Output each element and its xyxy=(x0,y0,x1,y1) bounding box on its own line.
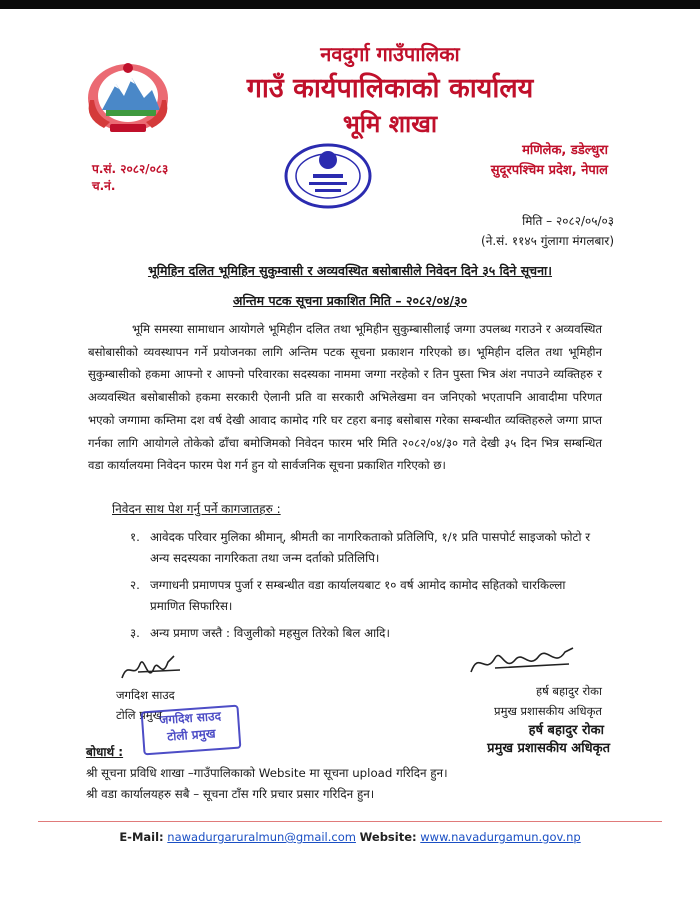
cc-line-1: श्री सूचना प्रविधि शाखा –गाउँपालिकाको Website मा सूचना upload गरिदिन हुन। xyxy=(86,766,448,780)
date-bs: मिति – २०८२/०५/०३ xyxy=(522,214,614,228)
right-signatory-name: हर्ष बहादुर रोका xyxy=(535,684,602,698)
right-signature-icon xyxy=(465,642,580,682)
website-link[interactable]: www.navadurgamun.gov.np xyxy=(420,830,581,844)
list-item xyxy=(112,527,602,569)
nepal-emblem-icon xyxy=(80,56,176,136)
office-name: गाउँ कार्यपालिकाको कार्यालय xyxy=(246,73,534,104)
notice-subject-text: भूमिहिन दलित भूमिहिन सुकुम्वासी र अव्यवस्थित बसोबासीले निवेदन दिने ३५ दिने सूचना। xyxy=(147,263,553,278)
address-line-2: सुदूरपश्चिम प्रदेश, नेपाल xyxy=(490,163,608,178)
cc-title: बोधार्थ : xyxy=(86,745,124,759)
notice-body: भूमि समस्या सामाधान आयोगले भूमिहीन दलित तथा भूमिहीन सुकुम्बासीलाई जग्गा उपलब्ध गराउने र अव्यवस्थित बसोबासीको व्यवस्थापन गर्ने प्रयोजनका लागि अन्तिम पटक सूचना प्रकाशन गरिएको छ। भूमिहीन दलित तथा भूमिहीन सुकुम्बासीको हकमा आफ्नो र आफ्नो परिवारका सदस्यका नाममा जग्गा नरहेको र तिन पुस्ता भित्र अंश नपाउने व्यक्तिहरु र अव्यवस्थित बसोबासीको हकमा सरकारी ऐलानी प्रति वा सरकारी अभिलेखमा वन जनिएको भएतापनि आवादीमा परिणत भएको जग्गामा कम्तिमा दश वर्ष देखी आवाद कामोद गरि घर टहरा बनाइ बसोबास गरेका सम्बन्धीत व्यक्तिहरुले जग्गा प्राप्त गर्नका लागि आयोगले तोकेको ढाँचा बमोजिमको निवेदन फारम भरि मिति २०८२/०४/३० गते देखी ३५ दिन भित्र सम्बन्धित वडा कार्यालयमा निवेदन फारम पेश गर्न हुन यो सार्वजनिक सूचना प्रकाशित गरिएको छ। xyxy=(88,322,603,473)
left-stamp-name: जगदिश साउद xyxy=(158,708,222,728)
left-stamp-title: टोली प्रमुख xyxy=(166,726,216,744)
list-item-number: १. xyxy=(130,530,140,544)
list-item-text: जग्गाधनी प्रमाणपत्र पुर्जा र सम्बन्धीत वडा कार्यालयबाट १० वर्ष आमोद कामोद सहितको चारकिल्ला प्रमाणित सिफारिस। xyxy=(150,578,566,613)
documents-list xyxy=(112,527,602,650)
dispatch-number: च.नं. xyxy=(92,179,116,193)
list-item xyxy=(112,623,602,644)
left-signatory-title: टोलि प्रमुख xyxy=(116,708,163,722)
date-nepal-sambat: (ने.सं. ११४५ गुंलागा मंगलबार) xyxy=(481,234,614,248)
section-name: भूमि शाखा xyxy=(342,109,438,138)
website-label: Website: xyxy=(359,830,417,844)
list-item-number: ३. xyxy=(130,626,140,640)
notice-subject xyxy=(0,262,700,279)
list-item-number: २. xyxy=(130,578,140,592)
documents-title: निवेदन साथ पेश गर्नु पर्ने कागजातहरु : xyxy=(112,502,281,516)
final-notice-date-text: अन्तिम पटक सूचना प्रकाशित मिति – २०८२/०४/३० xyxy=(232,293,468,308)
right-signatory-title: प्रमुख प्रशासकीय अधिकृत xyxy=(494,704,602,718)
final-notice-date xyxy=(0,292,700,309)
right-stamp-name: हर्ष बहादुर रोका xyxy=(528,723,604,738)
reference-number: प.सं. २०८२/०८३ xyxy=(92,162,169,176)
cc-line-2: श्री वडा कार्यालयहरु सबै – सूचना टाँस गरि प्रचार प्रसार गरिदिन हुन। xyxy=(86,787,375,801)
left-signature-icon xyxy=(118,650,188,688)
list-item-text: आवेदक परिवार मुलिका श्रीमान्, श्रीमती का नागरिकताको प्रतिलिपि, १/१ प्रति पासपोर्ट साइजको फोटो र अन्य सदस्यका नागरिकता तथा जन्म दर्ताको प्रतिलिपि। xyxy=(150,530,591,565)
office-seal-icon xyxy=(283,142,373,210)
footer-contact xyxy=(0,830,700,844)
left-name-stamp xyxy=(141,705,242,756)
municipality-name: नवदुर्गा गाउँपालिका xyxy=(320,42,460,66)
list-item xyxy=(112,575,602,617)
email-link[interactable]: nawadurgaruralmun@gmail.com xyxy=(167,830,356,844)
left-signatory-name: जगदिश साउद xyxy=(116,688,175,702)
address-line-1: मणिलेक, डडेल्धुरा xyxy=(522,143,608,158)
email-label: E-Mail: xyxy=(119,830,164,844)
right-stamp-title: प्रमुख प्रशासकीय अधिकृत xyxy=(487,741,610,756)
footer-divider xyxy=(38,821,662,822)
list-item-text: अन्य प्रमाण जस्तै : विजुलीको महसुल तिरेको बिल आदि। xyxy=(150,626,390,640)
